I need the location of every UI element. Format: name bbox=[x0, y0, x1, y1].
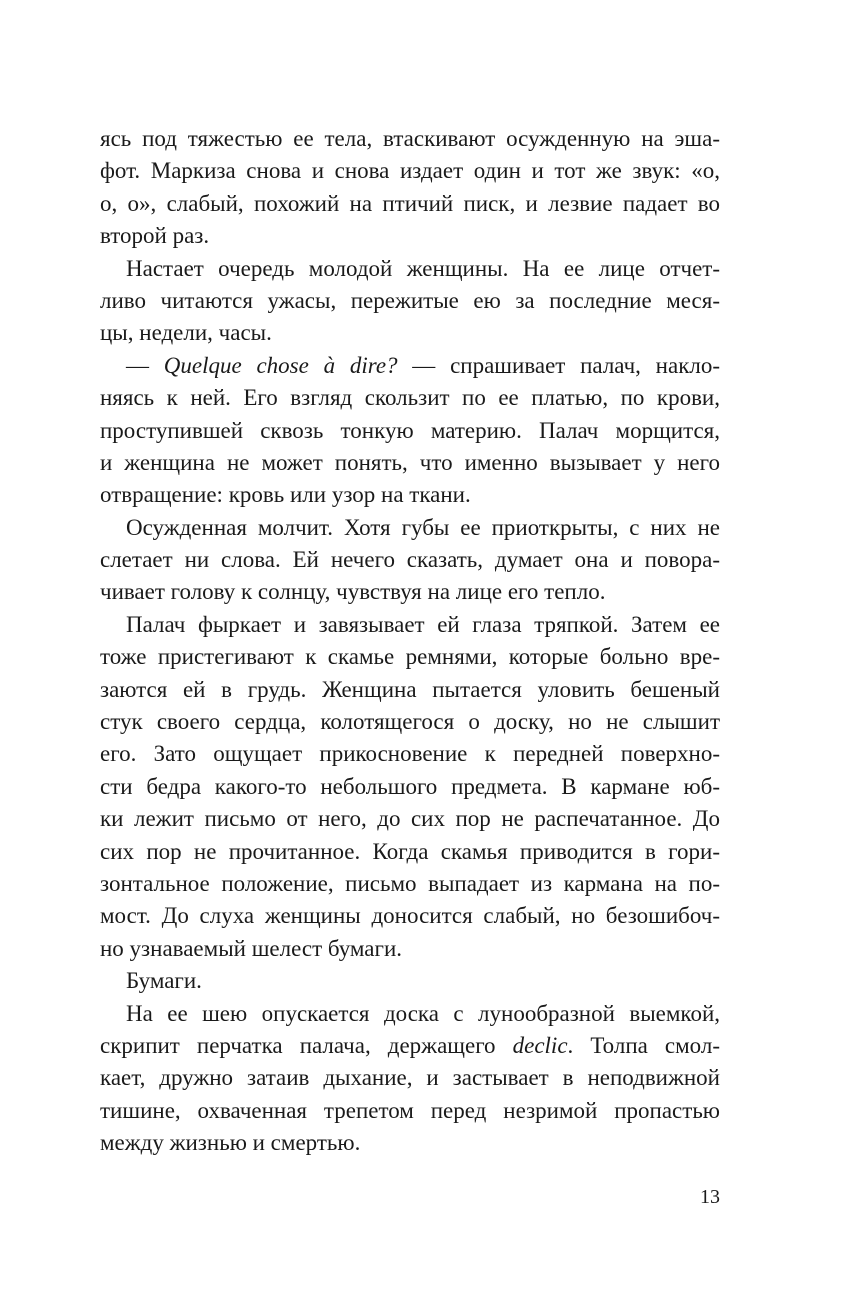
text-line: его. Зато ощущает прикосновение к передней поверхно- bbox=[100, 741, 720, 767]
text-line: мост. До слуха женщины доносится слабый, но безошибоч- bbox=[100, 903, 720, 929]
text-line: На ее шею опускается доска с лунообразной выемкой, bbox=[126, 1000, 720, 1026]
text-line: ливо читаются ужасы, пережитые ею за последние меся- bbox=[100, 287, 720, 313]
text-line: стук своего сердца, колотящегося о доску, но не слышит bbox=[100, 709, 720, 735]
text-line: Осужденная молчит. Хотя губы ее приоткрыты, с них не bbox=[126, 514, 720, 540]
text-line: няясь к ней. Его взгляд скользит по ее платью, по крови, bbox=[100, 385, 720, 411]
italic-phrase: declic bbox=[512, 1032, 568, 1058]
text-line: отвращение: кровь или узор на ткани. bbox=[100, 482, 471, 508]
text-line: скрипит перчатка палача, держащего declic. Толпа смол- bbox=[100, 1032, 721, 1058]
text-line: заются ей в грудь. Женщина пытается уловить бешеный bbox=[100, 676, 720, 702]
text-line: между жизнью и смертью. bbox=[100, 1130, 361, 1156]
italic-phrase: Quelque chose à dire? bbox=[163, 352, 398, 378]
page-number: 13 bbox=[700, 1186, 720, 1208]
text-line: Палач фыркает и завязывает ей глаза тряпкой. Затем ее bbox=[126, 611, 720, 637]
text-line: проступившей сквозь тонкую материю. Палач морщится, bbox=[100, 417, 720, 443]
text-line: слетает ни слова. Ей нечего сказать, думает она и повора- bbox=[100, 547, 720, 573]
text-line: сих пор не прочитанное. Когда скамья приводится в гори- bbox=[100, 838, 720, 864]
text-line: Настает очередь молодой женщины. На ее лице отчет- bbox=[126, 255, 720, 281]
text-line: цы, недели, часы. bbox=[100, 320, 272, 346]
text-line: ки лежит письмо от него, до сих пор не распечатанное. До bbox=[100, 806, 720, 832]
text-line: — Quelque chose à dire? — спрашивает палач, накло- bbox=[126, 352, 721, 378]
text-line: но узнаваемый шелест бумаги. bbox=[100, 935, 403, 961]
text-line: тоже пристегивают к скамье ремнями, которые больно вре- bbox=[100, 644, 720, 670]
text-line: второй раз. bbox=[100, 223, 210, 249]
text-line: о, о», слабый, похожий на птичий писк, и лезвие падает во bbox=[100, 190, 720, 216]
text-line: ясь под тяжестью ее тела, втаскивают осужденную на эша- bbox=[100, 126, 720, 151]
text-line: чивает голову к солнцу, чувствуя на лице его тепло. bbox=[100, 579, 606, 605]
body-text bbox=[100, 123, 720, 1160]
text-line: Бумаги. bbox=[126, 968, 202, 994]
text-line: тишине, охваченная трепетом перед незримой пропастью bbox=[100, 1097, 720, 1123]
text-line: кает, дружно затаив дыхание, и застывает в неподвижной bbox=[100, 1065, 720, 1091]
text-line: зонтальное положение, письмо выпадает из кармана на по- bbox=[100, 870, 720, 896]
text-line: и женщина не может понять, что именно вызывает у него bbox=[100, 449, 720, 475]
text-line: сти бедра какого-то небольшого предмета. В кармане юб- bbox=[100, 773, 720, 799]
text-line: фот. Маркиза снова и снова издает один и тот же звук: «о, bbox=[100, 158, 720, 184]
